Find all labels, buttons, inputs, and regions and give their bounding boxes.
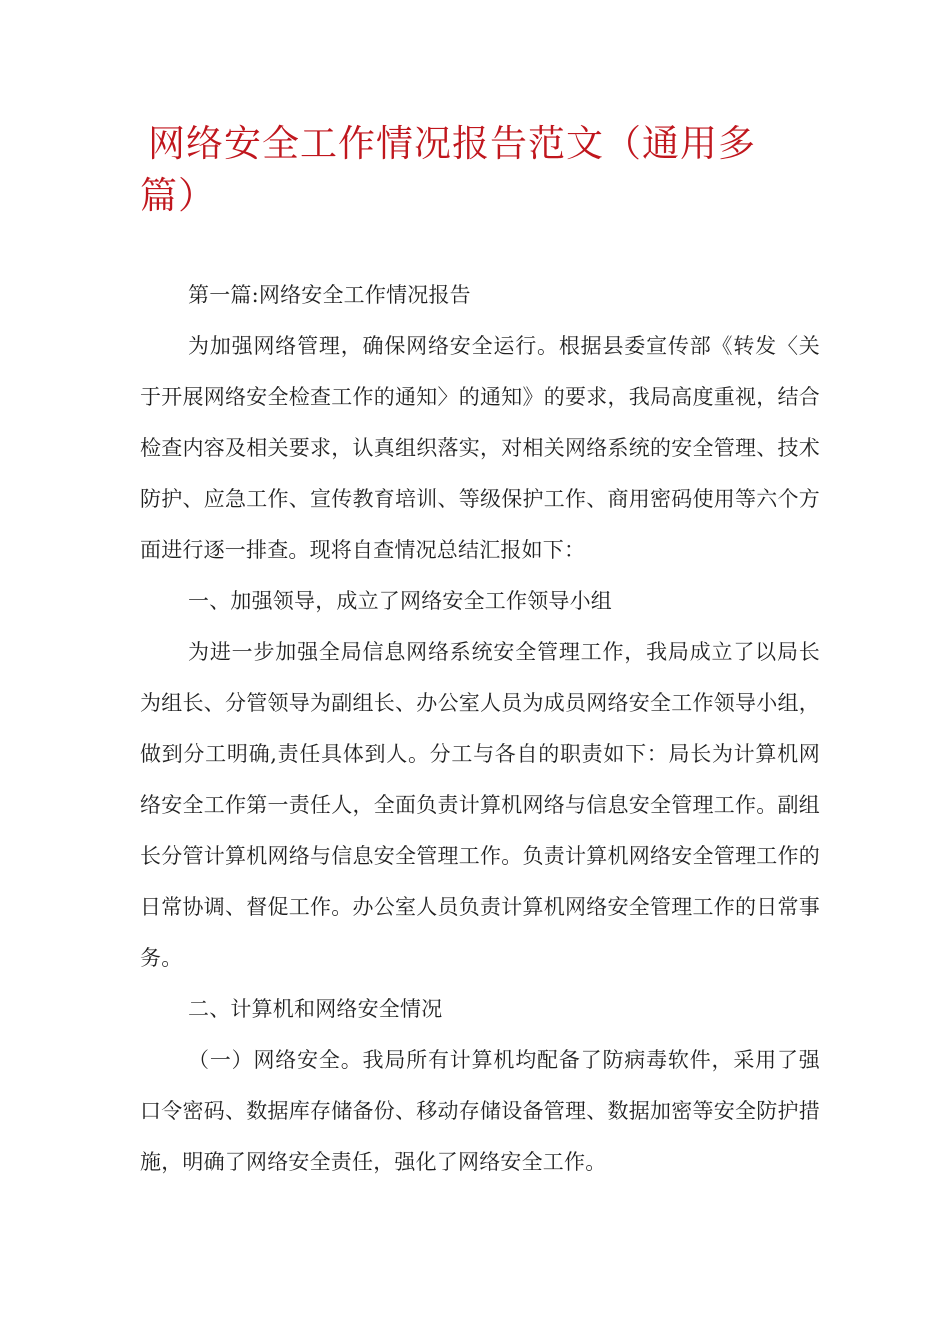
section-heading-part-one: 第一篇:网络安全工作情况报告 [188, 283, 471, 307]
paragraph-network-security: （一）网络安全。我局所有计算机均配备了防病毒软件，采用了强口令密码、数据库存储备份、移动存储设备管理、数据加密等安全防护措施，明确了网络安全责任，强化了网络安全工作。 [140, 1048, 820, 1174]
paragraph-leadership: 为进一步加强全局信息网络系统安全管理工作，我局成立了以局长为组长、分管领导为副组长、办公室人员为成员网络安全工作领导小组，做到分工明确,责任具体到人。分工与各自的职责如下：局长为计算机网络安全工作第一责任人，全面负责计算机网络与信息安全管理工作。副组长分管计算机网络与信息安全管理工作。负责计算机网络安全管理工作的日常协调、督促工作。办公室人员负责计算机网络安全管理工作的日常事务。 [140, 640, 820, 970]
document-body [140, 270, 820, 1188]
section-heading-network-security: 二、计算机和网络安全情况 [188, 997, 443, 1021]
paragraph-intro: 为加强网络管理，确保网络安全运行。根据县委宣传部《转发〈关于开展网络安全检查工作的通知〉的通知》的要求，我局高度重视，结合检查内容及相关要求，认真组织落实，对相关网络系统的安全管理、技术防护、应急工作、宣传教育培训、等级保护工作、商用密码使用等六个方面进行逐一排查。现将自查情况总结汇报如下： [140, 334, 820, 562]
document-title: 网络安全工作情况报告范文（通用多篇） [140, 122, 756, 217]
section-heading-leadership: 一、加强领导，成立了网络安全工作领导小组 [188, 589, 612, 613]
